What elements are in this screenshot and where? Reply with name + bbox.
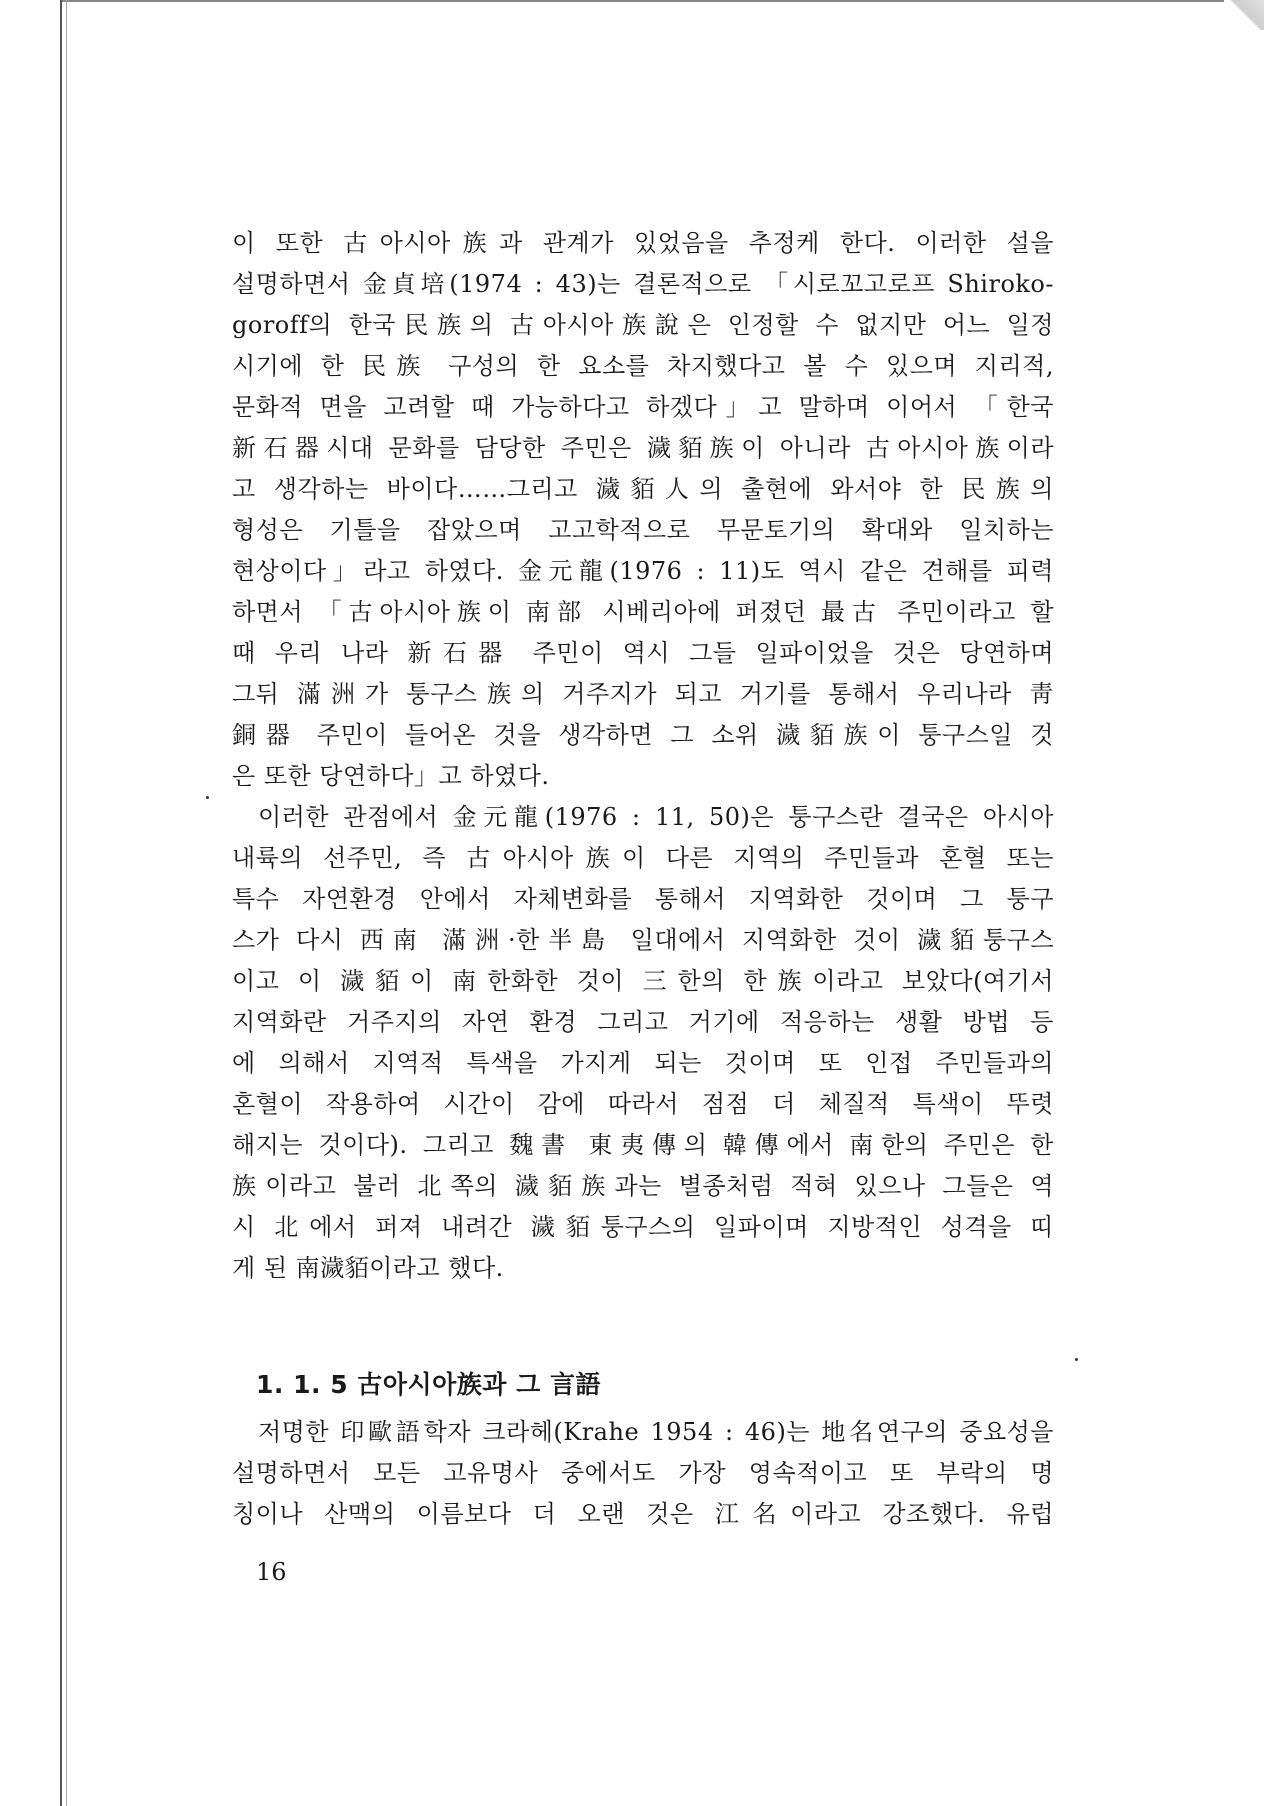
text-line: 시기에 한 民族 구성의 한 요소를 차지했다고 볼 수 있으며 지리적, [232, 352, 1054, 380]
text-line: 에 의해서 지역적 특색을 가지게 되는 것이며 또 인접 주민들과의 [232, 1049, 1054, 1077]
text-line: 지역화란 거주지의 자연 환경 그리고 거기에 적응하는 생활 방법 등 [232, 1008, 1054, 1036]
text-line: 설명하면서 金貞培(1974 : 43)는 결론적으로 「시로꼬고로프 Shiroko- [232, 270, 1054, 298]
text-line: 칭이나 산맥의 이름보다 더 오랜 것은 江名이라고 강조했다. 유럽 [232, 1500, 1054, 1528]
page-corner-fold [1224, 0, 1264, 30]
text-line: 특수 자연환경 안에서 자체변화를 통해서 지역화한 것이며 그 퉁구 [232, 885, 1054, 913]
text-line: 시 北에서 퍼져 내려간 濊貊퉁구스의 일파이며 지방적인 성격을 띠 [232, 1213, 1054, 1241]
text-line: 혼혈이 작용하여 시간이 감에 따라서 점점 더 체질적 특색이 뚜렷 [232, 1090, 1054, 1118]
text-line: 스가 다시 西南 滿洲·한半島 일대에서 지역화한 것이 濊貊퉁구스 [232, 926, 1054, 954]
text-line: 은 또한 당연하다」고 하였다. [232, 762, 550, 790]
text-line: 族이라고 불러 北쪽의 濊貊族과는 별종처럼 적혀 있으나 그들은 역 [232, 1172, 1054, 1200]
text-line: 고 생각하는 바이다……그리고 濊貊人의 출현에 와서야 한 民族의 [232, 475, 1054, 503]
text-line: 때 우리 나라 新石器 주민이 역시 그들 일파이었을 것은 당연하며 [232, 639, 1054, 667]
section-heading: 1. 1. 5 古아시아族과 그 言語 [256, 1370, 601, 1399]
text-line: 新石器시대 문화를 담당한 주민은 濊貊族이 아니라 古아시아族이라 [232, 434, 1054, 462]
page-left-edge-inner [66, 0, 67, 1806]
text-line: 해지는 것이다). 그리고 魏書 東夷傳의 韓傳에서 南한의 주민은 한 [232, 1131, 1054, 1159]
page-number: 16 [256, 1558, 287, 1586]
text-line: 형성은 기틀을 잡았으며 고고학적으로 무문토기의 확대와 일치하는 [232, 516, 1054, 544]
scan-speck [206, 796, 209, 799]
text-line: 그뒤 滿洲가 퉁구스族의 거주지가 되고 거기를 통해서 우리나라 靑 [232, 680, 1054, 708]
text-line: 내륙의 선주민, 즉 古아시아族이 다른 지역의 주민들과 혼혈 또는 [232, 844, 1054, 872]
paragraph-3 [232, 1412, 1054, 1535]
paragraph-1 [232, 223, 1054, 797]
text-line: 문화적 면을 고려할 때 가능하다고 하겠다」고 말하며 이어서 「한국 [232, 393, 1054, 421]
page-top-edge [60, 0, 1264, 2]
text-line: 이러한 관점에서 金元龍(1976 : 11, 50)은 퉁구스란 결국은 아시아 [258, 803, 1054, 831]
text-line: 현상이다」라고 하였다. 金元龍(1976 : 11)도 역시 같은 견해를 피력 [232, 557, 1054, 585]
text-line: 설명하면서 모든 고유명사 중에서도 가장 영속적이고 또 부락의 명 [232, 1459, 1054, 1487]
scan-speck [1075, 1358, 1078, 1361]
text-line: 이고 이 濊貊이 南한화한 것이 三한의 한族이라고 보았다(여기서 [232, 967, 1054, 995]
text-line: 게 된 南濊貊이라고 했다. [232, 1254, 504, 1282]
text-line: 하면서 「古아시아族이 南部 시베리아에 퍼졌던 最古 주민이라고 할 [232, 598, 1054, 626]
text-line: 저명한 印歐語학자 크라헤(Krahe 1954 : 46)는 地名연구의 중요성을 [258, 1418, 1054, 1446]
body-text-continued [232, 1412, 1054, 1535]
page-left-edge [60, 0, 62, 1806]
body-text [232, 223, 1054, 1289]
text-line: 이 또한 古아시아族과 관계가 있었음을 추정케 한다. 이러한 설을 [232, 229, 1054, 257]
paragraph-2 [232, 797, 1054, 1289]
text-line: 銅器 주민이 들어온 것을 생각하면 그 소위 濊貊族이 퉁구스일 것 [232, 721, 1054, 749]
text-line: goroff의 한국民族의 古아시아族說은 인정할 수 없지만 어느 일정 [232, 311, 1054, 339]
